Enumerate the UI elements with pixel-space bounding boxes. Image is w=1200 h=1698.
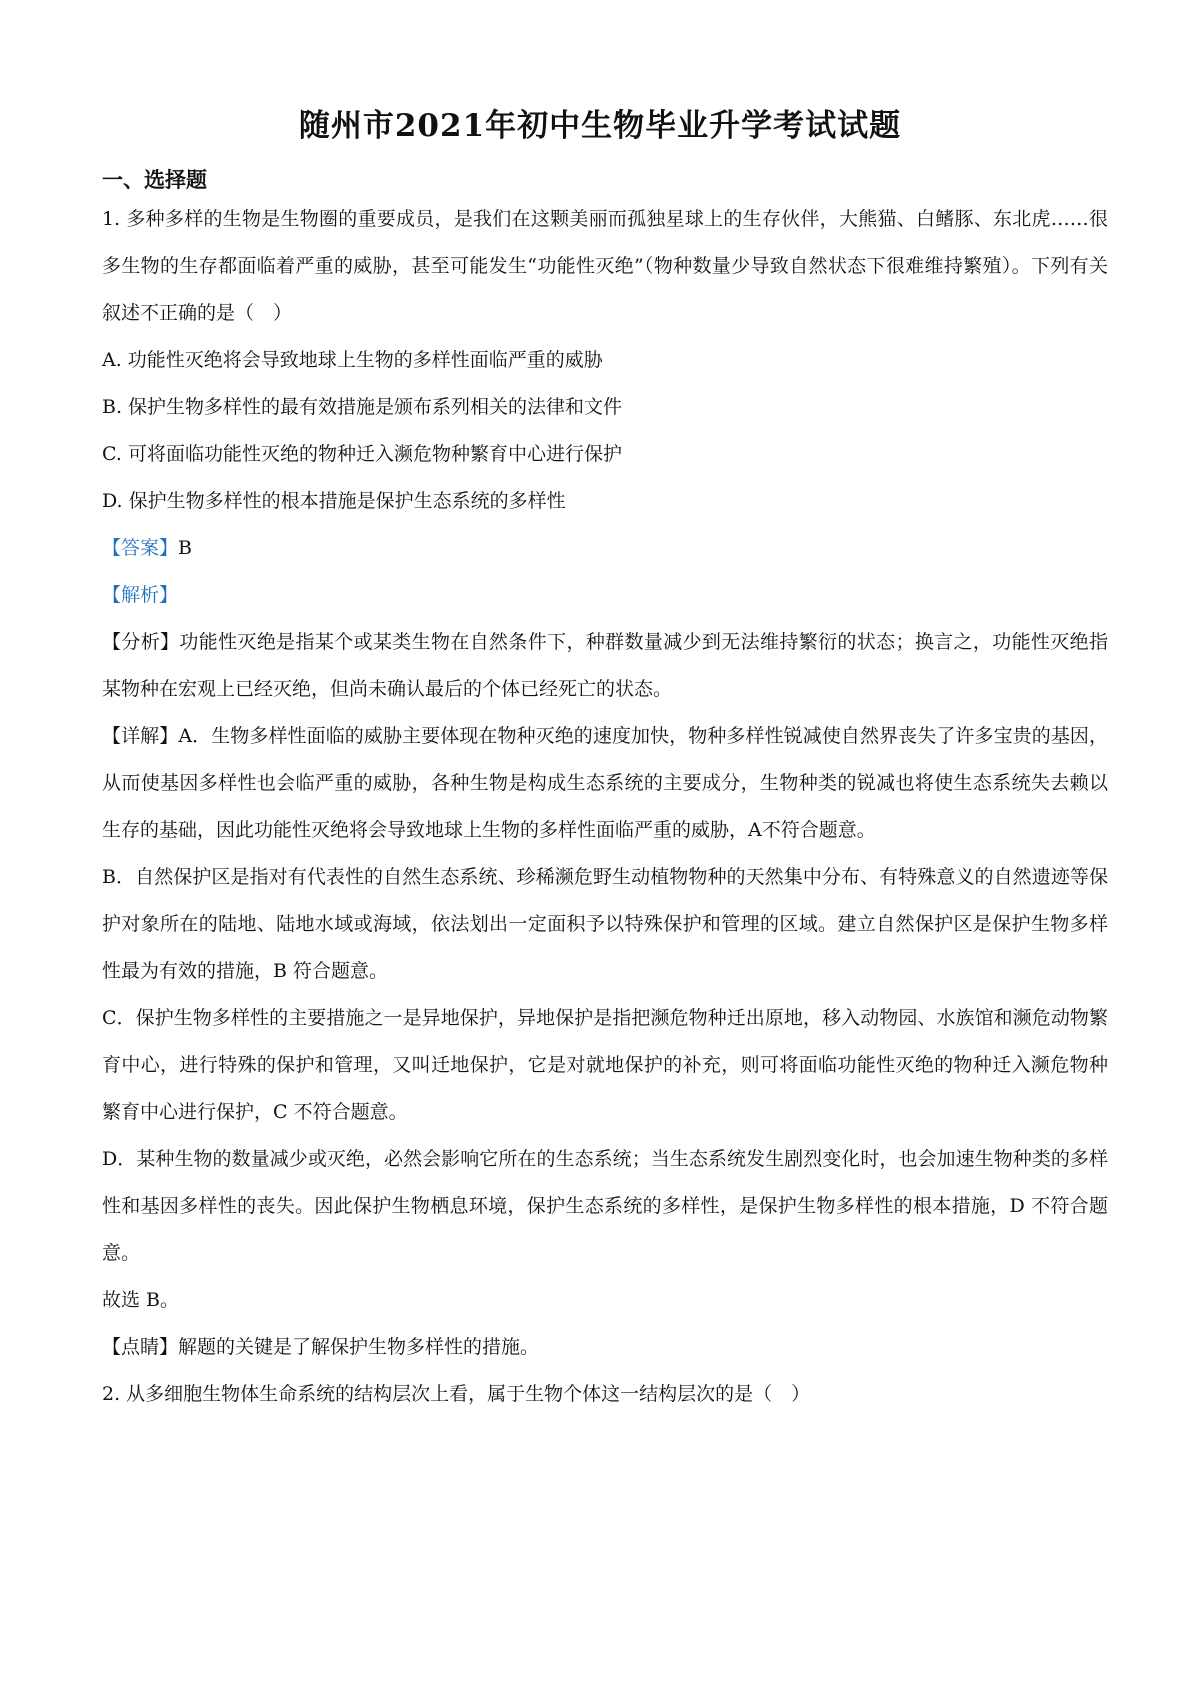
detail-a: 【详解】A．生物多样性面临的威胁主要体现在物种灭绝的速度加快，物种多样性锐减使自然界丧失了许多宝贵的基因，从而使基因多样性也会临严重的威胁，各种生物是构成生态系统的主要成分，生物种类的锐减也将使生态系统失去赖以生存的基础，因此功能性灭绝将会导致地球上生物的多样性面临严重的威胁，A不符合题意。 [102, 725, 1108, 841]
option-b: B. 保护生物多样性的最有效措施是颁布系列相关的法律和文件 [102, 396, 623, 418]
option-c: C. 可将面临功能性灭绝的物种迁入濒危物种繁育中心进行保护 [102, 443, 622, 465]
analysis-line [102, 572, 1108, 619]
detail-c: C．保护生物多样性的主要措施之一是异地保护，异地保护是指把濒危物种迁出原地，移入动物园、水族馆和濒危动物繁育中心，进行特殊的保护和管理，又叫迁地保护，它是对就地保护的补充，则可将面临功能性灭绝的物种迁入濒危物种繁育中心进行保护，C 不符合题意。 [102, 1007, 1108, 1123]
analysis-fenxi: 【分析】功能性灭绝是指某个或某类生物在自然条件下，种群数量减少到无法维持繁衍的状态；换言之，功能性灭绝指某物种在宏观上已经灭绝，但尚未确认最后的个体已经死亡的状态。 [102, 631, 1108, 700]
analysis-tag: 【解析】 [102, 584, 179, 606]
answer-tag: 【答案】 [102, 537, 179, 559]
answer-line [102, 525, 1108, 572]
conclusion: 故选 B。 [102, 1289, 180, 1311]
question-content [102, 196, 1108, 1418]
section-heading: 一、选择题 [102, 167, 207, 192]
key-point: 【点睛】解题的关键是了解保护生物多样性的措施。 [102, 1336, 540, 1358]
detail-d: D．某种生物的数量减少或灭绝，必然会影响它所在的生态系统；当生态系统发生剧烈变化时，也会加速生物种类的多样性和基因多样性的丧失。因此保护生物栖息环境，保护生态系统的多样性，是保护生物多样性的根本措施，D 不符合题意。 [102, 1148, 1108, 1264]
option-d: D. 保护生物多样性的根本措施是保护生态系统的多样性 [102, 490, 566, 512]
answer-value: B [178, 537, 192, 559]
detail-b: B．自然保护区是指对有代表性的自然生态系统、珍稀濒危野生动植物物种的天然集中分布、有特殊意义的自然遗迹等保护对象所在的陆地、陆地水域或海域，依法划出一定面积予以特殊保护和管理的区域。建立自然保护区是保护生物多样性最为有效的措施，B 符合题意。 [102, 866, 1108, 982]
option-a: A. 功能性灭绝将会导致地球上生物的多样性面临严重的威胁 [102, 349, 603, 371]
page-title: 随州市2021年初中生物毕业升学考试试题 [298, 108, 902, 144]
question-1-stem: 1. 多种多样的生物是生物圈的重要成员，是我们在这颗美丽而孤独星球上的生存伙伴，大熊猫、白鳍豚、东北虎……很多生物的生存都面临着严重的威胁，甚至可能发生“功能性灭绝”（物种数量少导致自然状态下很难维持繁殖）。下列有关叙述不正确的是（ ） [102, 208, 1108, 324]
question-2-stem: 2. 从多细胞生物体生命系统的结构层次上看，属于生物个体这一结构层次的是（ ） [102, 1383, 811, 1405]
